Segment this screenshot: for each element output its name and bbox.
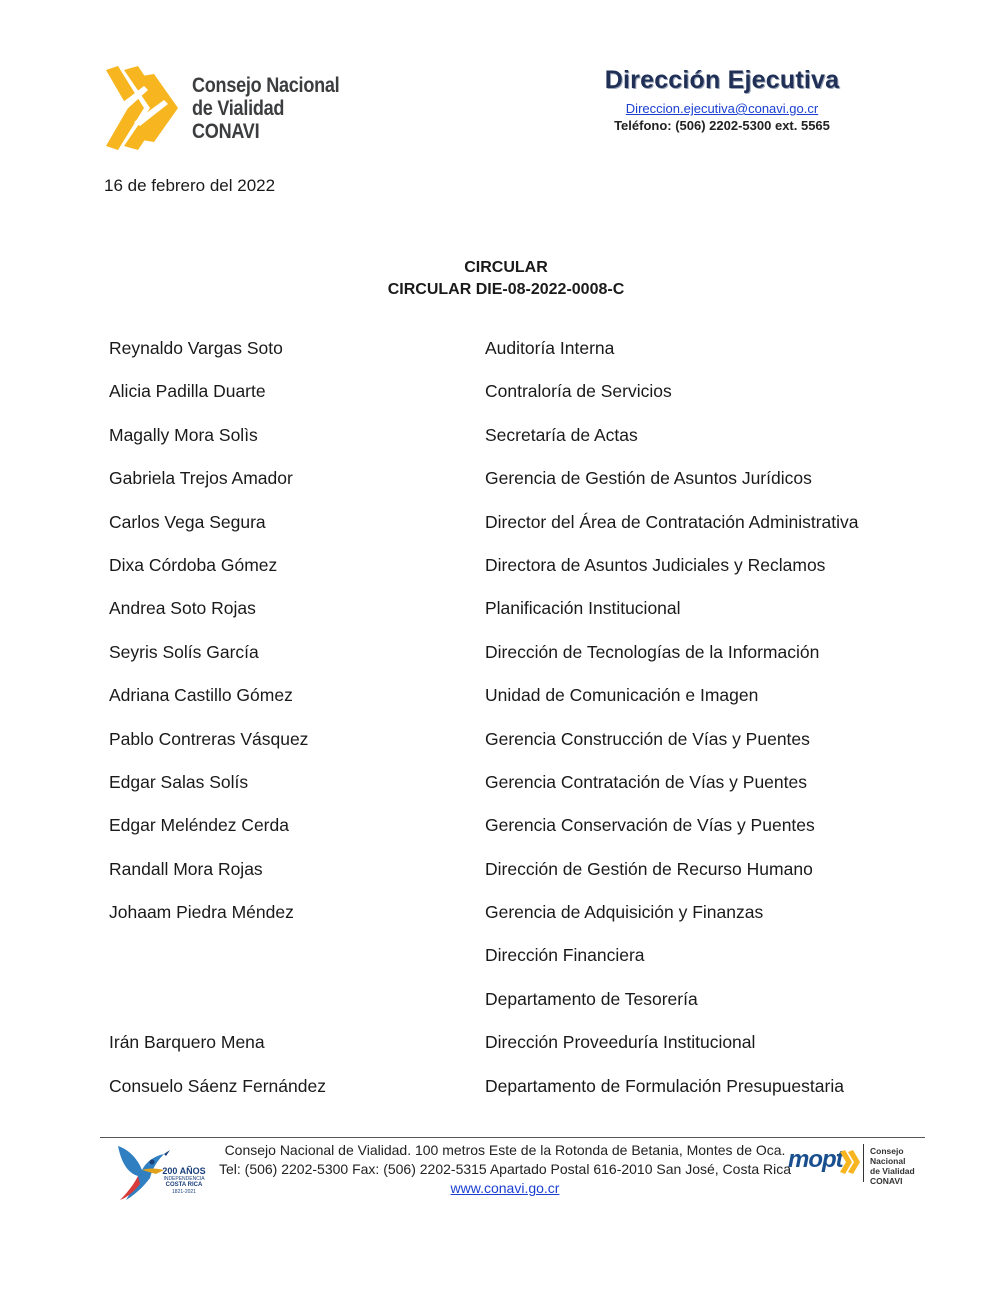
recipient-department: Planificación Institucional [485, 598, 681, 619]
recipient-row [0, 512, 1000, 555]
recipient-department: Directora de Asuntos Judiciales y Reclamos [485, 554, 826, 575]
recipient-department: Dirección Proveeduría Institucional [485, 1032, 756, 1053]
recipient-name: Consuelo Sáenz Fernández [109, 1075, 326, 1096]
recipient-row [0, 598, 1000, 641]
recipient-name: Edgar Salas Solís [109, 771, 249, 792]
recipient-department: Unidad de Comunicación e Imagen [485, 685, 759, 706]
footer-line-1: Consejo Nacional de Vialidad. 100 metros Este de la Rotonda de Betania, Montes de Oca. [224, 1142, 786, 1158]
recipient-department: Gerencia Construcción de Vías y Puentes [485, 728, 810, 749]
recipient-department: Secretaría de Actas [485, 424, 638, 445]
recipient-row [0, 815, 1000, 858]
recipient-name: Irán Barquero Mena [109, 1032, 265, 1053]
recipient-department: Contraloría de Servicios [485, 381, 672, 402]
logo-line-3: CONAVI [192, 120, 260, 143]
document-date: 16 de febrero del 2022 [104, 176, 276, 195]
recipient-department: Dirección de Tecnologías de la Información [485, 641, 820, 662]
recipient-name: Seyris Solís García [109, 641, 259, 662]
recipient-row [0, 945, 1000, 988]
recipient-row [0, 729, 1000, 772]
badge-range: 1821-2021 [172, 1189, 196, 1195]
badge-years: 200 AÑOS [162, 1166, 206, 1176]
recipient-row [0, 1076, 1000, 1119]
recipient-row [0, 1032, 1000, 1075]
footer-address [210, 1141, 800, 1198]
recipient-name: Reynaldo Vargas Soto [109, 338, 283, 358]
recipient-row [0, 989, 1000, 1032]
mopt-small-line-1: Consejo Nacional [870, 1146, 906, 1166]
recipient-row [0, 642, 1000, 685]
recipient-department: Departamento de Formulación Presupuestaria [485, 1075, 844, 1096]
recipient-name: Dixa Córdoba Gómez [109, 554, 278, 575]
recipient-name: Johaam Piedra Méndez [109, 902, 294, 923]
recipient-department: Auditoría Interna [485, 338, 615, 358]
recipient-name: Gabriela Trejos Amador [109, 468, 293, 489]
recipient-row [0, 425, 1000, 468]
recipient-department: Dirección de Gestión de Recurso Humano [485, 858, 813, 879]
direction-header [592, 66, 852, 133]
recipient-name: Randall Mora Rojas [109, 858, 263, 879]
recipient-department: Gerencia Contratación de Vías y Puentes [485, 771, 807, 792]
footer-line-2: Tel: (506) 2202-5300 Fax: (506) 2202-5315 Apartado Postal 616-2010 San José, Costa Rica [218, 1161, 792, 1177]
mopt-small-line-2: de Vialidad [870, 1166, 915, 1176]
recipient-department: Gerencia de Adquisición y Finanzas [485, 902, 764, 923]
logo-text [192, 74, 363, 143]
recipient-row [0, 381, 1000, 424]
direction-phone: Teléfono: (506) 2202-5300 ext. 5565 [614, 118, 830, 133]
recipient-row [0, 555, 1000, 598]
footer-divider [100, 1137, 925, 1138]
recipient-row [0, 468, 1000, 511]
recipient-row [0, 685, 1000, 728]
recipient-row [0, 902, 1000, 945]
conavi-logo [104, 66, 344, 150]
recipient-row [0, 859, 1000, 902]
circular-heading: CIRCULAR [464, 259, 548, 276]
recipient-name: Andrea Soto Rojas [109, 598, 256, 619]
recipient-row [0, 338, 1000, 381]
recipient-name: Adriana Castillo Gómez [109, 685, 293, 706]
recipient-department: Gerencia de Gestión de Asuntos Jurídicos [485, 468, 812, 489]
recipient-name: Alicia Padilla Duarte [109, 381, 266, 402]
recipient-list [0, 338, 1000, 1119]
mopt-logo [788, 1144, 928, 1184]
circular-number: CIRCULAR DIE-08-2022-0008-C [387, 281, 625, 298]
direction-email-link[interactable]: Direccion.ejecutiva@conavi.go.cr [625, 101, 819, 116]
recipient-department: Gerencia Conservación de Vías y Puentes [485, 815, 815, 836]
badge-country: COSTA RICA [165, 1182, 203, 1188]
bicentennial-badge [108, 1140, 210, 1208]
logo-line-2: de Vialidad [192, 97, 285, 120]
mopt-separator [863, 1144, 864, 1182]
recipient-department: Dirección Financiera [485, 945, 645, 966]
recipient-name: Carlos Vega Segura [109, 511, 266, 532]
recipient-department: Departamento de Tesorería [485, 988, 698, 1009]
logo-line-1: Consejo Nacional [192, 74, 340, 97]
mopt-small-line-3: CONAVI [870, 1176, 903, 1186]
mopt-wordmark: mopt [788, 1146, 843, 1173]
footer-website-link[interactable]: www.conavi.go.cr [450, 1180, 560, 1196]
conavi-chevron-icon [104, 66, 190, 150]
badge-independence: INDEPENDENCIA [163, 1176, 205, 1182]
mopt-conavi-text [870, 1146, 928, 1186]
recipient-row [0, 772, 1000, 815]
direction-title: Dirección Ejecutiva [604, 66, 840, 94]
recipient-department: Director del Área de Contratación Administrativa [485, 511, 859, 532]
mopt-chevron-icon [840, 1150, 860, 1174]
recipient-name: Edgar Meléndez Cerda [109, 815, 289, 836]
recipient-name: Magally Mora Solìs [109, 424, 258, 445]
recipient-name: Pablo Contreras Vásquez [109, 728, 309, 749]
